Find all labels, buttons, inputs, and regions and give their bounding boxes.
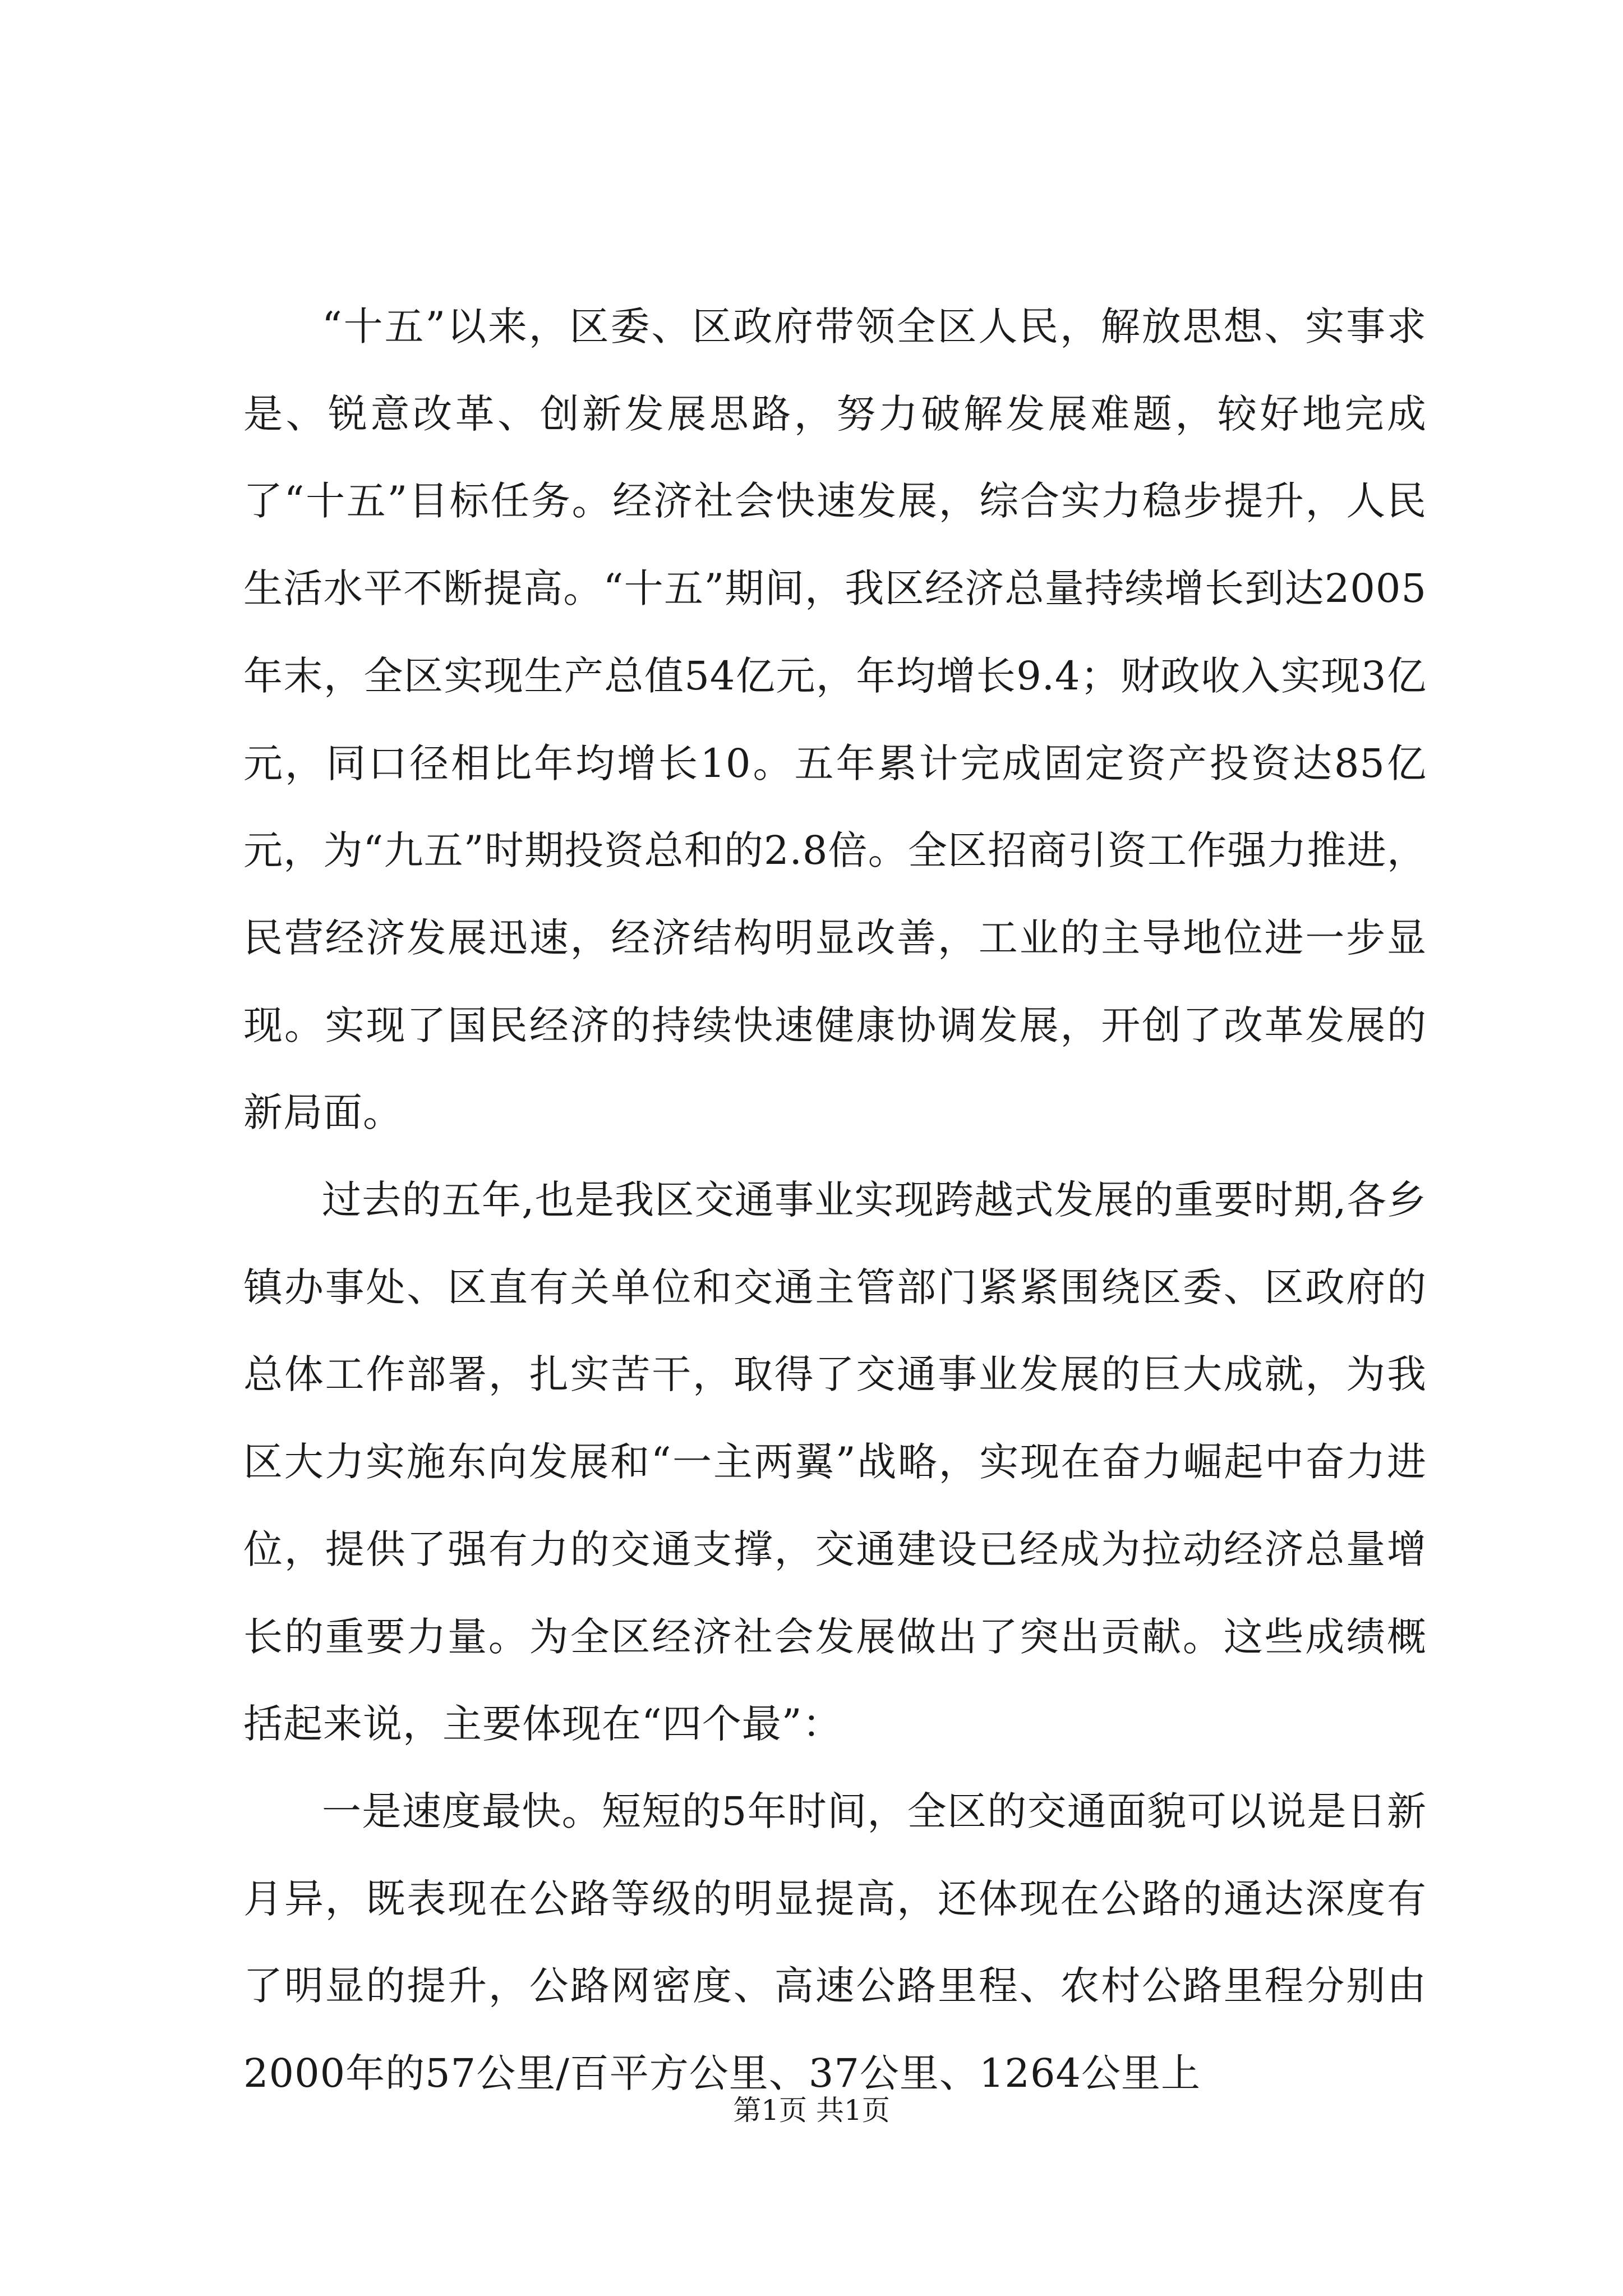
paragraph-transport-achievements: 过去的五年,也是我区交通事业实现跨越式发展的重要时期,各乡镇办事处、区直有关单位和交通主管部门紧紧围绕区委、区政府的总体工作部署，扎实苦干，取得了交通事业发展的巨大成就，为我区大力实施东向发展和“一主两翼”战略，实现在奋力崛起中奋力进位，提供了强有力的交通支撑，交通建设已经成为拉动经济总量增长的重要力量。为全区经济社会发展做出了突出贡献。这些成绩概括起来说，主要体现在“四个最”：	[243, 1177, 1427, 1747]
paragraph-overview: “十五”以来，区委、区政府带领全区人民，解放思想、实事求是、锐意改革、创新发展思路，努力破解发展难题，较好地完成了“十五”目标任务。经济社会快速发展，综合实力稳步提升，人民生活水平不断提高。“十五”期间，我区经济总量持续增长到达2005年末，全区实现生产总值54亿元，年均增长9.4；财政收入实现3亿元，同口径相比年均增长10。五年累计完成固定资产投资达85亿元，为“九五”时期投资总和的2.8倍。全区招商引资工作强力推进，民营经济发展迅速，经济结构明显改善，工业的主导地位进一步显现。实现了国民经济的持续快速健康协调发展，开创了改革发展的新局面。	[243, 303, 1427, 1136]
paragraph-fastest-speed: 一是速度最快。短短的5年时间，全区的交通面貌可以说是日新月异，既表现在公路等级的明显提高，还体现在公路的通达深度有了明显的提升，公路网密度、高速公路里程、农村公路里程分别由2000年的57公里/百平方公里、37公里、1264公里上	[243, 1788, 1427, 2097]
page-footer: 第1页 共1页	[733, 2094, 890, 2127]
document-body	[243, 283, 1427, 2118]
